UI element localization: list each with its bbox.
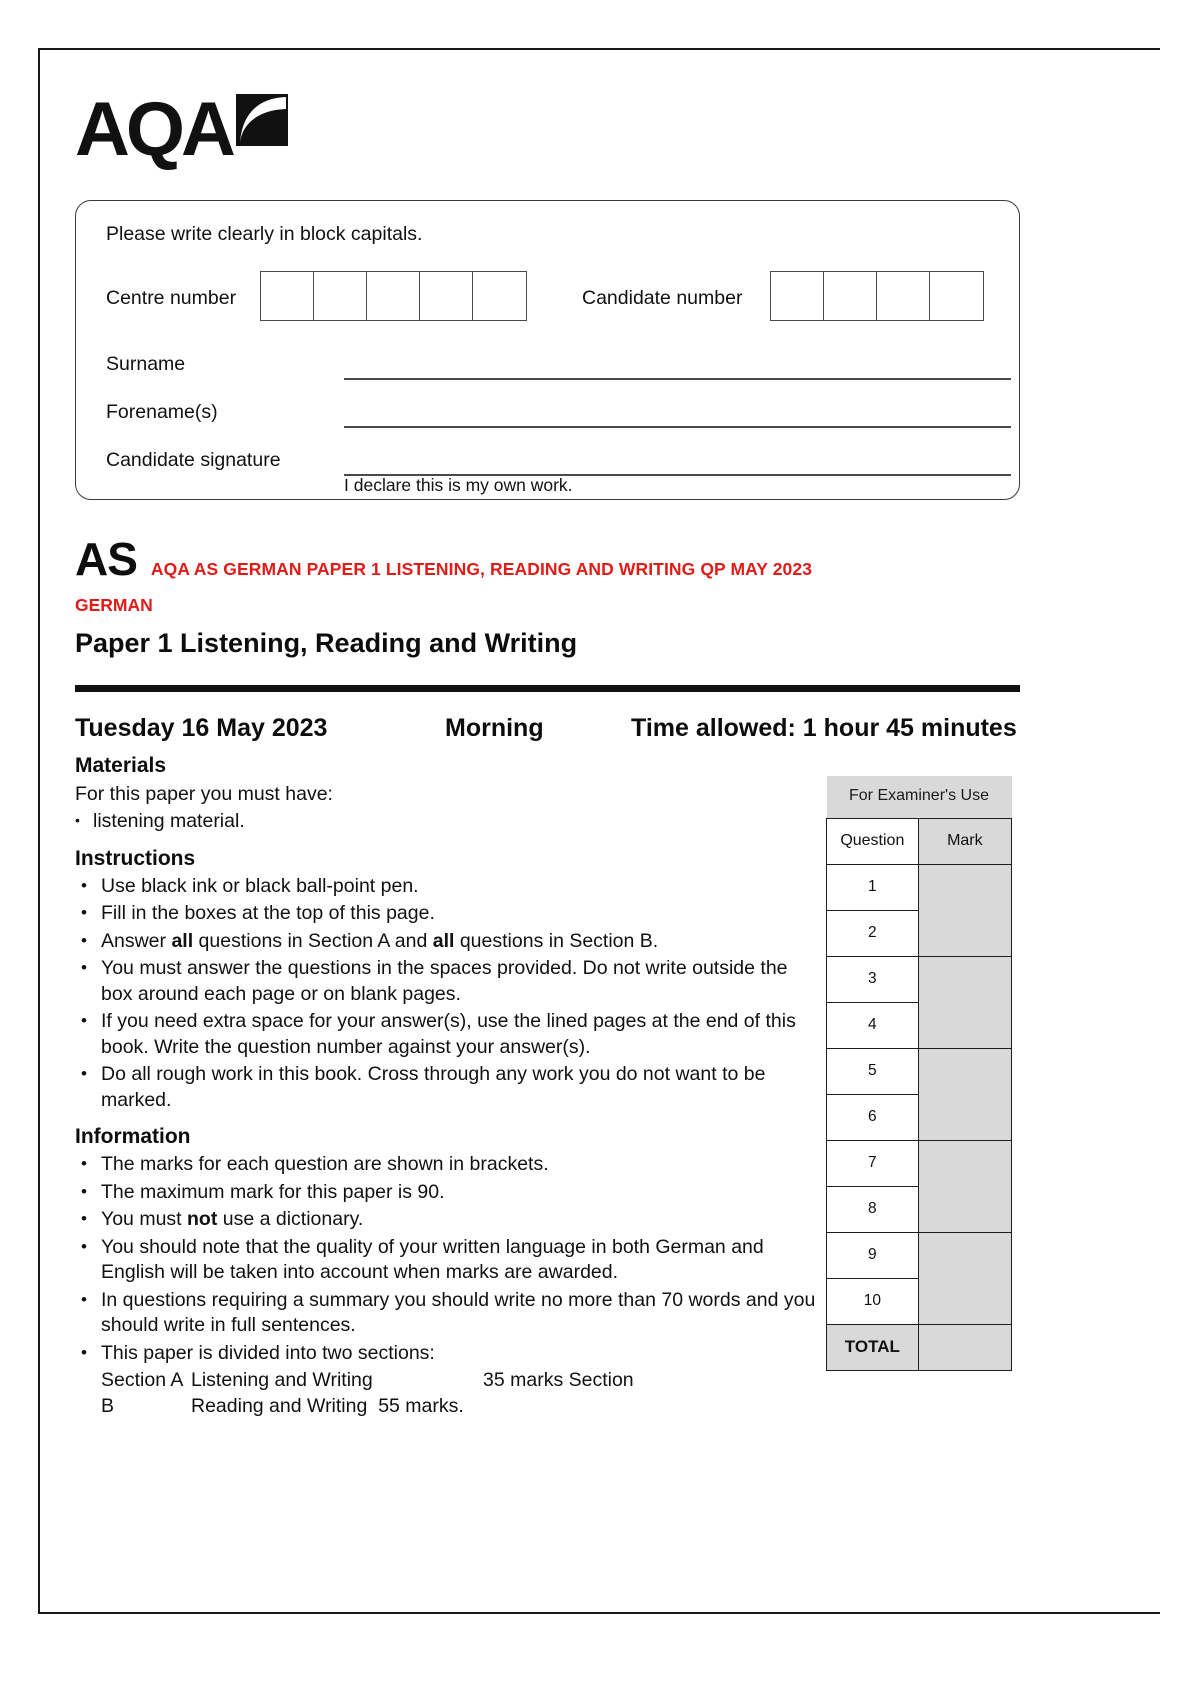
question-number: 3 bbox=[827, 956, 919, 1002]
candidate-number-input[interactable] bbox=[770, 271, 984, 321]
information-heading: Information bbox=[75, 1125, 191, 1148]
candidate-signature-label: Candidate signature bbox=[106, 449, 281, 471]
centre-number-cell[interactable] bbox=[473, 272, 526, 320]
paper-watermark-label: AQA AS GERMAN PAPER 1 LISTENING, READING AND WRITING QP MAY 2023 bbox=[150, 559, 813, 579]
question-number: 8 bbox=[827, 1186, 919, 1232]
candidate-number-cell[interactable] bbox=[930, 272, 983, 320]
list-item: • Use black ink or black ball-point pen. bbox=[75, 874, 820, 900]
list-item: • Fill in the boxes at the top of this page. bbox=[75, 901, 820, 927]
forename-label: Forename(s) bbox=[106, 401, 218, 423]
page-frame-top bbox=[38, 48, 1160, 50]
list-item: • Answer all questions in Section A and all questions in Section B. bbox=[75, 929, 820, 955]
mark-entry-cell[interactable] bbox=[918, 864, 1011, 956]
exam-time-allowed: Time allowed: 1 hour 45 minutes bbox=[631, 714, 1017, 742]
section-b-label: B bbox=[101, 1394, 115, 1417]
question-number: 2 bbox=[827, 910, 919, 956]
centre-number-input[interactable] bbox=[260, 271, 527, 321]
table-row bbox=[827, 956, 1012, 1002]
mark-entry-cell[interactable] bbox=[918, 956, 1011, 1048]
qualification-level: AS bbox=[75, 533, 137, 585]
table-row bbox=[827, 864, 1012, 910]
centre-number-cell[interactable] bbox=[367, 272, 420, 320]
surname-input[interactable] bbox=[344, 378, 1011, 380]
table-row bbox=[827, 1324, 1012, 1370]
qualification-line bbox=[75, 533, 1020, 585]
information-list bbox=[75, 1152, 820, 1366]
materials-heading: Materials bbox=[75, 754, 167, 777]
paper-name: Paper 1 Listening, Reading and Writing bbox=[75, 628, 578, 658]
section-a-label: Section A bbox=[101, 1369, 184, 1391]
table-row bbox=[827, 1140, 1012, 1186]
materials-list bbox=[75, 809, 820, 835]
instructions-list bbox=[75, 874, 820, 1114]
paper-title-block bbox=[75, 533, 1020, 659]
list-item: • listening material. bbox=[75, 809, 820, 835]
materials-lead: For this paper you must have: bbox=[75, 783, 333, 805]
list-item: • This paper is divided into two sections: bbox=[75, 1341, 820, 1367]
mark-entry-cell[interactable] bbox=[918, 1048, 1011, 1140]
sections-breakdown bbox=[75, 1368, 820, 1419]
exam-date: Tuesday 16 May 2023 bbox=[75, 714, 328, 742]
centre-number-cell[interactable] bbox=[261, 272, 314, 320]
table-row bbox=[827, 1232, 1012, 1278]
question-number: 4 bbox=[827, 1002, 919, 1048]
table-row bbox=[827, 776, 1012, 818]
page-frame-bottom bbox=[38, 1612, 1160, 1614]
forename-field-row bbox=[106, 401, 991, 447]
question-number: 7 bbox=[827, 1140, 919, 1186]
table-row bbox=[827, 818, 1012, 864]
question-number: 6 bbox=[827, 1094, 919, 1140]
mark-column-header: Mark bbox=[918, 818, 1011, 864]
page-frame-left bbox=[38, 48, 40, 1614]
title-divider-rule bbox=[75, 685, 1020, 692]
section-b-marks: 55 marks. bbox=[378, 1394, 464, 1417]
list-item: • You should note that the quality of your written language in both German and English will be taken into account when marks are awarded. bbox=[75, 1235, 820, 1286]
question-column-header: Question bbox=[827, 818, 919, 864]
declaration-text: I declare this is my own work. bbox=[344, 475, 573, 495]
candidate-number-cell[interactable] bbox=[824, 272, 877, 320]
instructions-heading: Instructions bbox=[75, 846, 196, 870]
list-item: • If you need extra space for your answer(s), use the lined pages at the end of this book. Write the question number against your answer(s). bbox=[75, 1009, 820, 1060]
paper-body bbox=[75, 754, 1020, 1419]
forename-input[interactable] bbox=[344, 426, 1011, 428]
list-item: • In questions requiring a summary you should write no more than 70 words and you should write in full sentences. bbox=[75, 1288, 820, 1339]
block-capitals-instruction: Please write clearly in block capitals. bbox=[106, 223, 423, 245]
leaf-logo-icon bbox=[236, 94, 288, 146]
section-b-name: Reading and Writing bbox=[191, 1394, 368, 1417]
list-item: • You must answer the questions in the spaces provided. Do not write outside the box around each page or on blank pages. bbox=[75, 956, 820, 1007]
section-a-name: Listening and Writing bbox=[191, 1369, 373, 1391]
question-number: 10 bbox=[827, 1278, 919, 1324]
centre-number-label: Centre number bbox=[106, 287, 237, 309]
mark-entry-cell[interactable] bbox=[918, 1140, 1011, 1232]
aqa-logo bbox=[75, 86, 1020, 190]
total-label: TOTAL bbox=[827, 1324, 919, 1370]
instructions-column bbox=[75, 754, 820, 1419]
page-content bbox=[75, 86, 1020, 1419]
surname-field-row bbox=[106, 353, 991, 399]
list-item: • You must not use a dictionary. bbox=[75, 1207, 820, 1233]
surname-label: Surname bbox=[106, 353, 186, 375]
examiner-use-table bbox=[826, 776, 1012, 1371]
list-item: • The marks for each question are shown in brackets. bbox=[75, 1152, 820, 1178]
question-number: 5 bbox=[827, 1048, 919, 1094]
examiner-use-header: For Examiner's Use bbox=[827, 776, 1012, 818]
question-number: 9 bbox=[827, 1232, 919, 1278]
candidate-details-box bbox=[75, 200, 1020, 500]
candidate-number-cell[interactable] bbox=[877, 272, 930, 320]
mark-entry-cell[interactable] bbox=[918, 1232, 1011, 1324]
section-a-marks: 35 marks Section bbox=[483, 1369, 634, 1391]
aqa-wordmark: AQA bbox=[75, 87, 232, 172]
list-item: • The maximum mark for this paper is 90. bbox=[75, 1180, 820, 1206]
exam-session: Morning bbox=[445, 714, 544, 742]
centre-number-cell[interactable] bbox=[420, 272, 473, 320]
centre-number-cell[interactable] bbox=[314, 272, 367, 320]
subject-label: GERMAN bbox=[75, 595, 153, 615]
candidate-number-cell[interactable] bbox=[771, 272, 824, 320]
total-mark-cell[interactable] bbox=[918, 1324, 1011, 1370]
candidate-number-label: Candidate number bbox=[582, 287, 743, 309]
list-item: • Do all rough work in this book. Cross through any work you do not want to be marked. bbox=[75, 1062, 820, 1113]
exam-meta-row bbox=[75, 714, 1020, 748]
table-row bbox=[827, 1048, 1012, 1094]
question-number: 1 bbox=[827, 864, 919, 910]
